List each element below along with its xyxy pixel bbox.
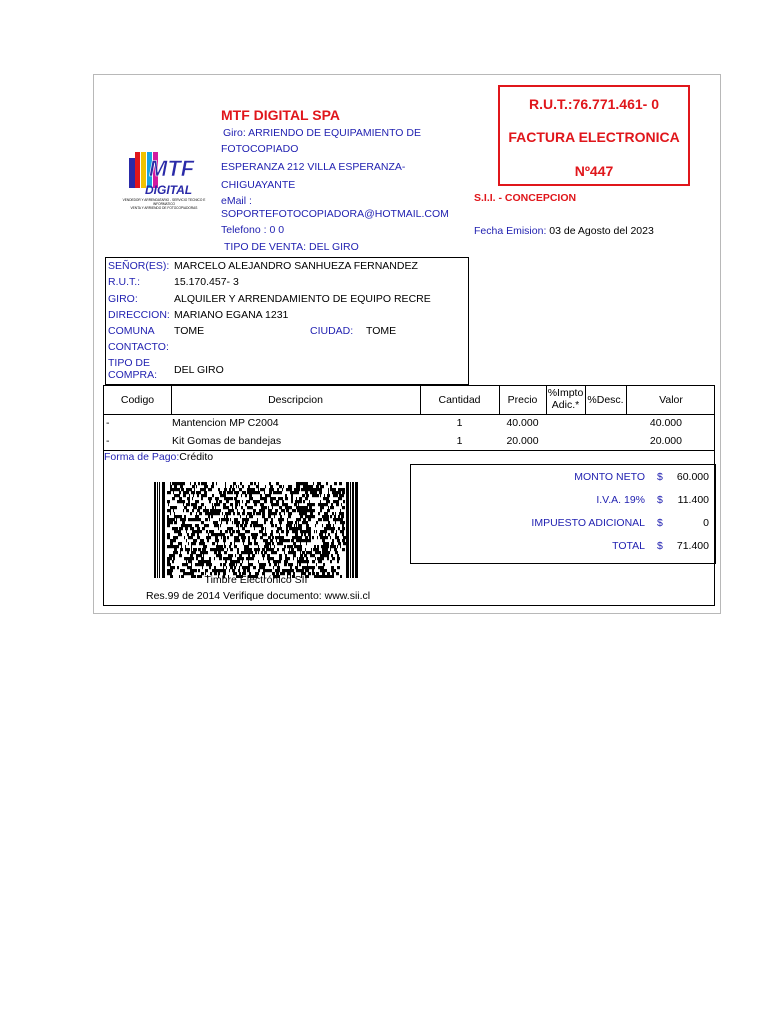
row-valor: 40.000 xyxy=(649,417,682,429)
issuer-rut: R.U.T.:76.771.461- 0 xyxy=(529,96,659,112)
timbre-resolution: Res.99 de 2014 Verifique documento: www.sii.cl xyxy=(146,590,371,602)
client-contacto-label: CONTACTO: xyxy=(108,341,169,353)
row-precio: 20.000 xyxy=(506,435,539,447)
col-header-descripcion: Descripcion xyxy=(268,394,323,406)
col-header-cantidad: Cantidad xyxy=(438,394,481,406)
timbre-caption: Timbre Electrónico SII xyxy=(204,574,308,586)
iva-label: I.V.A. 19% xyxy=(596,494,645,506)
client-direccion-value: MARIANO EGANA 1231 xyxy=(174,309,289,321)
row-precio: 40.000 xyxy=(506,417,539,429)
issuer-sale-type: TIPO DE VENTA: DEL GIRO xyxy=(224,241,359,253)
iva-value: 11.400 xyxy=(677,494,709,506)
svg-text:DIGITAL: DIGITAL xyxy=(145,183,193,197)
issuer-giro-line2: FOTOCOPIADO xyxy=(221,143,299,155)
currency-symbol: $ xyxy=(657,471,663,483)
document-id-box xyxy=(498,85,690,186)
document-number: Nº447 xyxy=(574,163,614,179)
issuer-email: SOPORTEFOTOCOPIADORA@HOTMAIL.COM xyxy=(221,208,449,220)
adicional-label: IMPUESTO ADICIONAL xyxy=(531,517,645,529)
client-tipo-compra-label: TIPO DE COMPRA: xyxy=(108,357,158,381)
row-descripcion: Mantencion MP C2004 xyxy=(172,417,279,429)
row-descripcion: Kit Gomas de bandejas xyxy=(172,435,282,447)
currency-symbol: $ xyxy=(657,540,663,552)
client-giro-label: GIRO: xyxy=(108,293,138,305)
sii-office: S.I.I. - CONCEPCION xyxy=(474,192,577,204)
senor-label: SEÑOR(ES): xyxy=(108,260,170,272)
row-valor: 20.000 xyxy=(649,435,682,447)
currency-symbol: $ xyxy=(657,494,663,506)
client-direccion-label: DIRECCION: xyxy=(108,309,170,321)
payment-method xyxy=(104,451,213,463)
client-info-box xyxy=(105,257,469,385)
issuer-address-line2: CHIGUAYANTE xyxy=(221,179,296,191)
row-codigo: - xyxy=(106,417,110,429)
col-header-precio: Precio xyxy=(507,394,538,406)
issuer-phone: Telefono : 0 0 xyxy=(221,224,285,236)
col-header-desc: %Desc. xyxy=(587,394,624,406)
senor-value: MARCELO ALEJANDRO SANHUEZA FERNANDEZ xyxy=(174,260,418,272)
items-table xyxy=(103,385,715,606)
row-codigo: - xyxy=(106,435,110,447)
issuer-email-label: eMail : xyxy=(221,195,252,207)
emission-date-label: Fecha Emision: xyxy=(474,225,547,237)
total-value: 71.400 xyxy=(676,540,709,552)
adicional-value: 0 xyxy=(703,517,709,529)
sii-timbre-barcode xyxy=(154,482,358,578)
logo-caption: VENDEDOR Y ARRENDATARIO - SERVICIO TECNICO E INFORMATICO VENTA Y ARRIENDO DE FOTOCOPIADORAS xyxy=(122,198,206,210)
client-comuna-value: TOME xyxy=(174,325,205,337)
totals-box xyxy=(410,464,716,564)
col-header-impto: %Impto Adic.* xyxy=(547,387,584,411)
client-ciudad-label: CIUDAD: xyxy=(310,325,354,337)
neto-label: MONTO NETO xyxy=(574,471,645,483)
issuer-giro-line1: Giro: ARRIENDO DE EQUIPAMIENTO DE xyxy=(223,127,421,139)
client-comuna-label: COMUNA xyxy=(108,325,155,337)
emission-date-value: 03 de Agosto del 2023 xyxy=(549,225,654,237)
header-divider xyxy=(104,414,714,415)
emission-date xyxy=(474,225,654,237)
document-type: FACTURA ELECTRONICA xyxy=(508,129,680,145)
client-rut-label: R.U.T.: xyxy=(108,276,141,288)
issuer-address-line1: ESPERANZA 212 VILLA ESPERANZA- xyxy=(221,161,406,173)
total-label: TOTAL xyxy=(612,540,645,552)
invoice-document xyxy=(93,74,721,614)
svg-text:MTF: MTF xyxy=(149,156,195,181)
row-cantidad: 1 xyxy=(456,417,463,429)
company-logo xyxy=(127,150,199,198)
client-rut-value: 15.170.457- 3 xyxy=(174,276,239,288)
client-giro-value: ALQUILER Y ARRENDAMIENTO DE EQUIPO RECRE xyxy=(174,293,431,305)
client-tipo-compra-value: DEL GIRO xyxy=(174,364,224,376)
company-name: MTF DIGITAL SPA xyxy=(221,107,340,123)
currency-symbol: $ xyxy=(657,517,663,529)
client-ciudad-value: TOME xyxy=(366,325,397,337)
neto-value: 60.000 xyxy=(676,471,709,483)
col-header-codigo: Codigo xyxy=(120,394,155,406)
col-header-valor: Valor xyxy=(659,394,683,406)
payment-label: Forma de Pago: xyxy=(104,451,180,463)
payment-value: Crédito xyxy=(179,451,214,463)
row-cantidad: 1 xyxy=(456,435,463,447)
